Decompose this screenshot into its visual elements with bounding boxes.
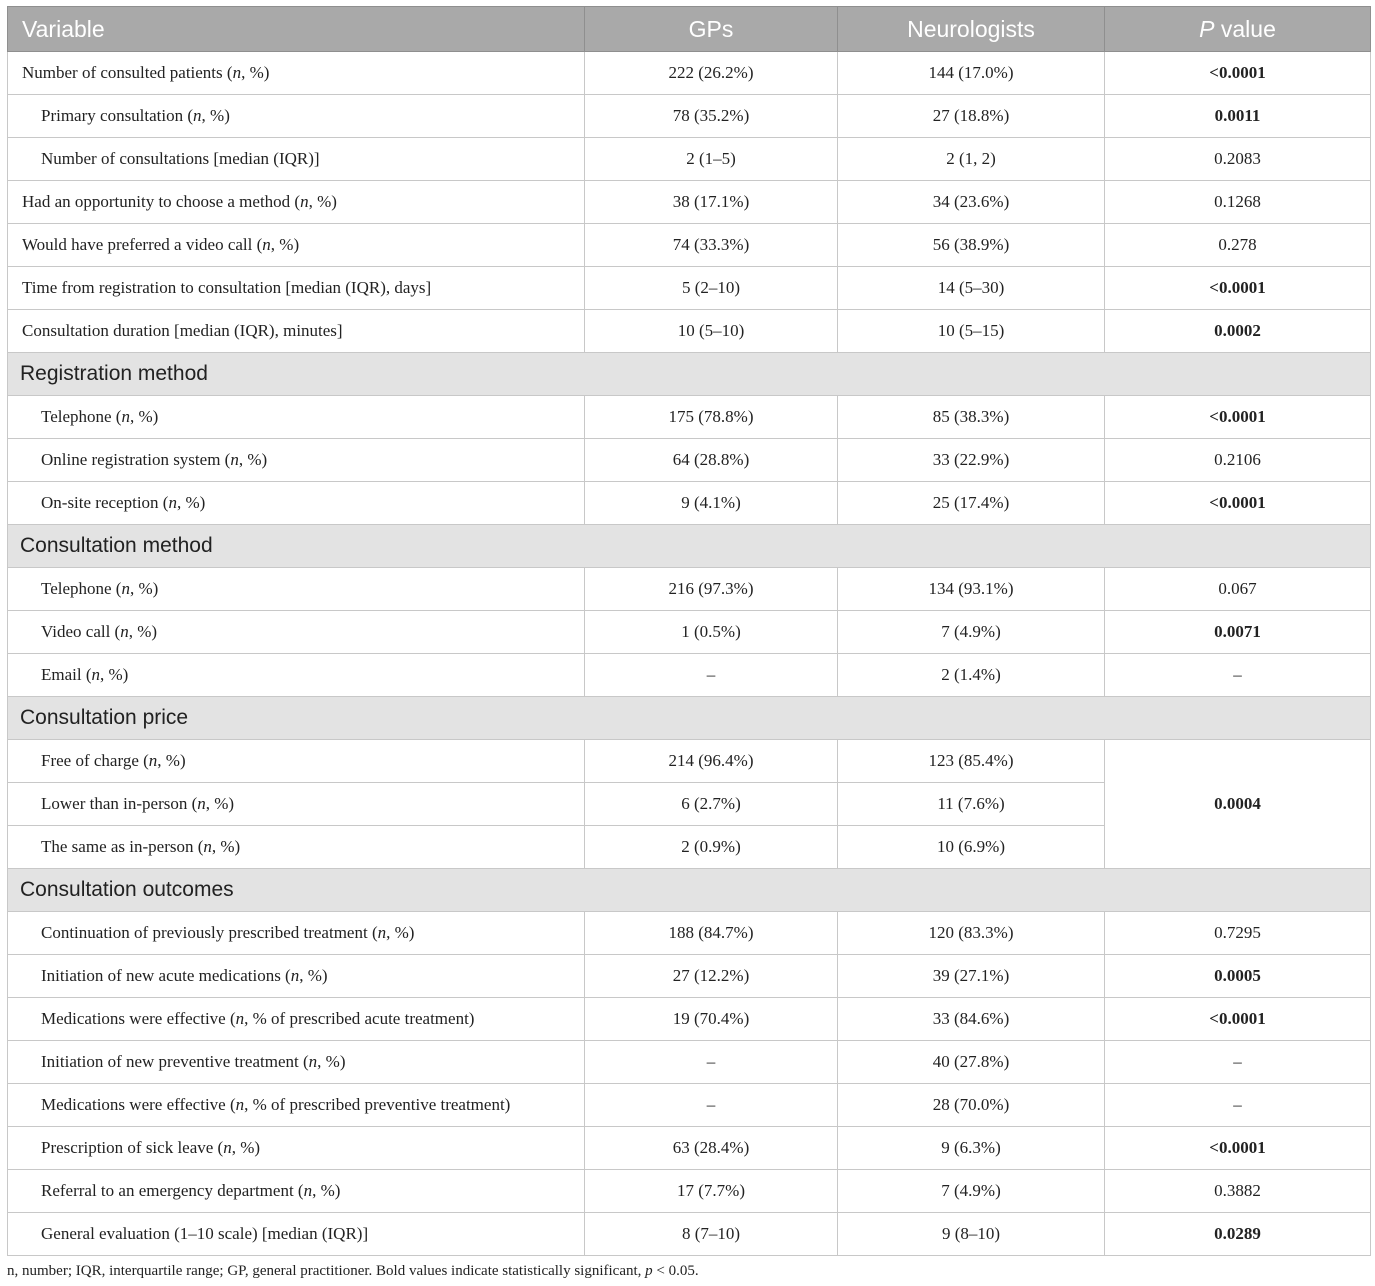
label-suffix: , %) — [231, 1138, 261, 1157]
label-text: Consultation duration [median (IQR), minutes] — [22, 321, 343, 340]
table-body — [8, 52, 1371, 1256]
cell-gps: 19 (70.4%) — [585, 998, 838, 1041]
row-label — [8, 740, 585, 783]
table-footnote — [7, 1263, 699, 1280]
table-row — [8, 1213, 1371, 1256]
row-label — [8, 1170, 585, 1213]
label-suffix: , %) — [128, 622, 158, 641]
cell-neurologists: 2 (1, 2) — [838, 138, 1105, 181]
label-suffix: , %) — [176, 493, 206, 512]
cell-p-value: <0.0001 — [1105, 396, 1371, 439]
cell-p-value: 0.278 — [1105, 224, 1371, 267]
label-italic: n — [300, 192, 309, 211]
table-row — [8, 1041, 1371, 1084]
cell-gps: 8 (7–10) — [585, 1213, 838, 1256]
cell-gps: 6 (2.7%) — [585, 783, 838, 826]
section-row — [8, 697, 1371, 740]
row-label — [8, 138, 585, 181]
label-italic: n — [230, 450, 239, 469]
cell-neurologists: 10 (5–15) — [838, 310, 1105, 353]
cell-p-value: <0.0001 — [1105, 1127, 1371, 1170]
label-italic: n — [148, 751, 158, 770]
footnote-threshold: < 0.05. — [652, 1263, 699, 1279]
label-suffix: , % of prescribed preventive treatment) — [244, 1095, 511, 1114]
label-text: Primary consultation ( — [41, 106, 194, 125]
cell-neurologists: 134 (93.1%) — [838, 568, 1105, 611]
table-row — [8, 396, 1371, 439]
row-label — [8, 1041, 585, 1084]
cell-gps: – — [585, 1041, 838, 1084]
cell-gps: 5 (2–10) — [585, 267, 838, 310]
row-label — [8, 912, 585, 955]
cell-p-value: <0.0001 — [1105, 267, 1371, 310]
label-italic: n — [121, 407, 130, 426]
label-text: Medications were effective ( — [41, 1095, 236, 1114]
row-label — [8, 439, 585, 482]
label-text: Lower than in-person ( — [41, 794, 198, 813]
label-text: Email ( — [41, 665, 92, 684]
row-label — [8, 1213, 585, 1256]
cell-gps: 27 (12.2%) — [585, 955, 838, 998]
label-italic: n — [235, 1095, 245, 1114]
label-text: The same as in-person ( — [41, 837, 204, 856]
label-text: Initiation of new acute medications ( — [41, 966, 291, 985]
cell-gps: 175 (78.8%) — [585, 396, 838, 439]
cell-neurologists: 123 (85.4%) — [838, 740, 1105, 783]
table-row — [8, 1170, 1371, 1213]
label-suffix: , %) — [129, 579, 159, 598]
section-row — [8, 525, 1371, 568]
cell-neurologists: 28 (70.0%) — [838, 1084, 1105, 1127]
cell-neurologists: 34 (23.6%) — [838, 181, 1105, 224]
cell-p-value: 0.2106 — [1105, 439, 1371, 482]
row-label — [8, 181, 585, 224]
table-row — [8, 138, 1371, 181]
row-label — [8, 310, 585, 353]
label-italic: n — [308, 1052, 318, 1071]
table-row — [8, 181, 1371, 224]
cell-gps: 78 (35.2%) — [585, 95, 838, 138]
row-label — [8, 396, 585, 439]
label-text: On-site reception ( — [41, 493, 169, 512]
cell-p-value: 0.3882 — [1105, 1170, 1371, 1213]
label-text: Initiation of new preventive treatment ( — [41, 1052, 309, 1071]
cell-neurologists: 85 (38.3%) — [838, 396, 1105, 439]
cell-gps: 74 (33.3%) — [585, 224, 838, 267]
label-italic: n — [168, 493, 177, 512]
section-heading: Registration method — [8, 353, 1371, 396]
label-suffix: , %) — [308, 192, 337, 211]
cell-neurologists: 25 (17.4%) — [838, 482, 1105, 525]
row-label — [8, 52, 585, 95]
cell-neurologists: 9 (6.3%) — [838, 1127, 1105, 1170]
table-row — [8, 310, 1371, 353]
label-suffix: , % of prescribed acute treatment) — [244, 1009, 475, 1028]
cell-p-value: 0.0011 — [1105, 95, 1371, 138]
label-suffix: , %) — [201, 106, 230, 125]
cell-p-value: – — [1105, 1041, 1371, 1084]
label-text: Would have preferred a video call ( — [22, 235, 263, 254]
label-text: Continuation of previously prescribed treatment ( — [41, 923, 378, 942]
cell-gps: – — [585, 654, 838, 697]
row-label — [8, 568, 585, 611]
cell-p-value: 0.7295 — [1105, 912, 1371, 955]
label-text: Telephone ( — [41, 407, 122, 426]
section-heading: Consultation method — [8, 525, 1371, 568]
label-italic: n — [232, 63, 242, 82]
row-label — [8, 1127, 585, 1170]
table-row — [8, 482, 1371, 525]
label-text: General evaluation (1–10 scale) [median (IQR)] — [41, 1224, 369, 1243]
cell-p-value: – — [1105, 1084, 1371, 1127]
cell-neurologists: 2 (1.4%) — [838, 654, 1105, 697]
row-label — [8, 267, 585, 310]
label-italic: n — [197, 794, 206, 813]
table-row — [8, 52, 1371, 95]
cell-gps: 214 (96.4%) — [585, 740, 838, 783]
cell-gps: 2 (1–5) — [585, 138, 838, 181]
label-italic: n — [193, 106, 202, 125]
label-suffix: , %) — [317, 1052, 346, 1071]
cell-p-value-merged: 0.0004 — [1105, 740, 1371, 869]
label-italic: n — [203, 837, 212, 856]
table-row — [8, 224, 1371, 267]
table-row — [8, 955, 1371, 998]
cell-p-value: 0.2083 — [1105, 138, 1371, 181]
row-label — [8, 224, 585, 267]
label-text: Medications were effective ( — [41, 1009, 236, 1028]
cell-p-value: 0.0005 — [1105, 955, 1371, 998]
label-suffix: , %) — [238, 450, 268, 469]
label-suffix: , %) — [100, 665, 129, 684]
section-row — [8, 869, 1371, 912]
cell-gps: 188 (84.7%) — [585, 912, 838, 955]
label-suffix: , %) — [270, 235, 300, 254]
cell-p-value: 0.067 — [1105, 568, 1371, 611]
cell-neurologists: 7 (4.9%) — [838, 611, 1105, 654]
row-label — [8, 654, 585, 697]
cell-gps: 63 (28.4%) — [585, 1127, 838, 1170]
label-suffix: , %) — [129, 407, 159, 426]
results-table-container — [7, 6, 1370, 1256]
cell-neurologists: 39 (27.1%) — [838, 955, 1105, 998]
footnote-p: p — [645, 1263, 653, 1279]
row-label — [8, 998, 585, 1041]
label-italic: n — [303, 1181, 313, 1200]
cell-p-value: <0.0001 — [1105, 482, 1371, 525]
label-italic: n — [120, 622, 129, 641]
cell-gps: 64 (28.8%) — [585, 439, 838, 482]
label-suffix: , %) — [211, 837, 241, 856]
label-suffix: , %) — [205, 794, 235, 813]
header-p-value — [1105, 7, 1371, 52]
table-row — [8, 568, 1371, 611]
cell-gps: 2 (0.9%) — [585, 826, 838, 869]
label-text: Online registration system ( — [41, 450, 231, 469]
cell-neurologists: 9 (8–10) — [838, 1213, 1105, 1256]
header-p-letter: P — [1199, 15, 1215, 42]
label-suffix: , %) — [157, 751, 186, 770]
table-row — [8, 912, 1371, 955]
label-text: Free of charge ( — [41, 751, 149, 770]
header-gps: GPs — [585, 7, 838, 52]
label-italic: n — [290, 966, 300, 985]
table-row — [8, 439, 1371, 482]
header-row — [8, 7, 1371, 52]
cell-gps: 17 (7.7%) — [585, 1170, 838, 1213]
label-text: Telephone ( — [41, 579, 122, 598]
cell-p-value: – — [1105, 654, 1371, 697]
label-italic: n — [91, 665, 101, 684]
cell-p-value: <0.0001 — [1105, 998, 1371, 1041]
cell-gps: 1 (0.5%) — [585, 611, 838, 654]
label-italic: n — [235, 1009, 245, 1028]
header-p-suffix: value — [1214, 15, 1276, 42]
cell-neurologists: 33 (84.6%) — [838, 998, 1105, 1041]
label-text: Time from registration to consultation [median (IQR), days] — [22, 278, 432, 297]
cell-neurologists: 11 (7.6%) — [838, 783, 1105, 826]
cell-neurologists: 14 (5–30) — [838, 267, 1105, 310]
table-row — [8, 998, 1371, 1041]
label-text: Number of consulted patients ( — [22, 63, 233, 82]
row-label — [8, 826, 585, 869]
row-label — [8, 611, 585, 654]
cell-gps: – — [585, 1084, 838, 1127]
section-row — [8, 353, 1371, 396]
cell-p-value: 0.0002 — [1105, 310, 1371, 353]
row-label — [8, 1084, 585, 1127]
cell-p-value: 0.0289 — [1105, 1213, 1371, 1256]
section-heading: Consultation outcomes — [8, 869, 1371, 912]
row-label — [8, 955, 585, 998]
cell-p-value: 0.1268 — [1105, 181, 1371, 224]
label-italic: n — [121, 579, 130, 598]
header-neurologists: Neurologists — [838, 7, 1105, 52]
label-suffix: , %) — [299, 966, 328, 985]
label-italic: n — [377, 923, 387, 942]
cell-gps: 216 (97.3%) — [585, 568, 838, 611]
cell-gps: 222 (26.2%) — [585, 52, 838, 95]
label-suffix: , %) — [241, 63, 270, 82]
cell-neurologists: 56 (38.9%) — [838, 224, 1105, 267]
cell-gps: 10 (5–10) — [585, 310, 838, 353]
header-variable: Variable — [8, 7, 585, 52]
label-text: Referral to an emergency department ( — [41, 1181, 304, 1200]
cell-neurologists: 27 (18.8%) — [838, 95, 1105, 138]
cell-neurologists: 144 (17.0%) — [838, 52, 1105, 95]
label-italic: n — [223, 1138, 232, 1157]
footnote-text: n, number; IQR, interquartile range; GP, general practitioner. Bold values indicate statistically significant, — [7, 1263, 646, 1279]
label-text: Video call ( — [41, 622, 121, 641]
table-row — [8, 267, 1371, 310]
cell-p-value: 0.0071 — [1105, 611, 1371, 654]
label-suffix: , %) — [312, 1181, 341, 1200]
cell-p-value: <0.0001 — [1105, 52, 1371, 95]
table-row — [8, 611, 1371, 654]
row-label — [8, 783, 585, 826]
section-heading: Consultation price — [8, 697, 1371, 740]
results-table — [7, 6, 1371, 1256]
label-text: Had an opportunity to choose a method ( — [22, 192, 301, 211]
row-label — [8, 95, 585, 138]
cell-neurologists: 40 (27.8%) — [838, 1041, 1105, 1084]
table-row — [8, 740, 1371, 783]
table-row — [8, 1127, 1371, 1170]
table-row — [8, 1084, 1371, 1127]
cell-gps: 38 (17.1%) — [585, 181, 838, 224]
cell-neurologists: 33 (22.9%) — [838, 439, 1105, 482]
label-suffix: , %) — [386, 923, 415, 942]
label-text: Number of consultations [median (IQR)] — [41, 149, 320, 168]
label-italic: n — [262, 235, 271, 254]
table-row — [8, 95, 1371, 138]
cell-neurologists: 120 (83.3%) — [838, 912, 1105, 955]
cell-neurologists: 10 (6.9%) — [838, 826, 1105, 869]
cell-neurologists: 7 (4.9%) — [838, 1170, 1105, 1213]
cell-gps: 9 (4.1%) — [585, 482, 838, 525]
row-label — [8, 482, 585, 525]
table-row — [8, 654, 1371, 697]
label-text: Prescription of sick leave ( — [41, 1138, 224, 1157]
